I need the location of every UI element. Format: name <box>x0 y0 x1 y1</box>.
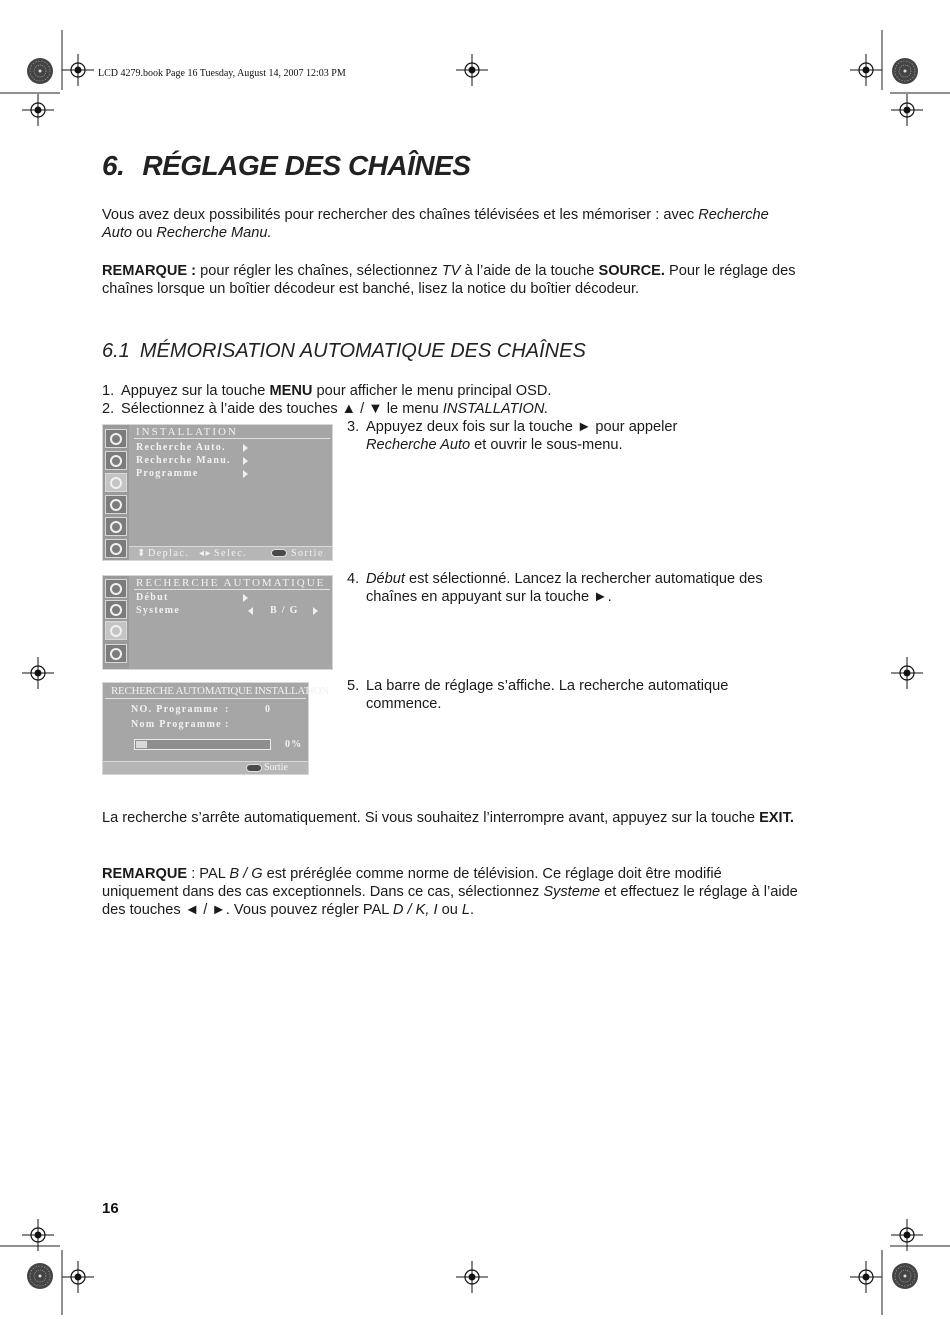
step-text: pour afficher le menu principal OSD. <box>312 383 552 399</box>
settings-icon <box>105 517 127 536</box>
osd-item-systeme: Systeme <box>136 605 181 616</box>
remark-em-l: L <box>461 902 470 918</box>
right-arrow-icon <box>243 457 248 465</box>
left-arrow-icon <box>248 607 253 615</box>
osd-item-debut: Début <box>136 592 169 603</box>
osd-nom-programme-label: Nom Programme <box>131 719 222 730</box>
osd-footer-move: Deplac. <box>148 548 190 559</box>
sound-icon <box>105 451 127 470</box>
intro-text: Vous avez deux possibilités pour rechercher des chaînes télévisées et les mémoriser : avec <box>102 207 699 223</box>
osd-installation-screen <box>102 424 333 561</box>
osd-progress-fill <box>136 741 147 748</box>
remark-text: et effectuez le réglage à l’aide des touches ◄ / ►. Vous pouvez régler PAL <box>102 884 798 918</box>
step-4 <box>347 570 763 606</box>
osd-item-systeme-value: B / G <box>270 605 299 616</box>
step-4-line-2: chaînes en appuyant sur la touche ►. <box>366 589 612 605</box>
page-title <box>102 150 470 182</box>
remark-bold-source: SOURCE. <box>598 263 665 279</box>
print-header-note: LCD 4279.book Page 16 Tuesday, August 14, 2007 12:03 PM <box>98 68 346 79</box>
step-2 <box>102 400 548 418</box>
right-arrow-icon <box>243 470 248 478</box>
title-number: 6. <box>102 150 125 181</box>
title-text: RÉGLAGE DES CHAÎNES <box>142 150 471 181</box>
remark-label: REMARQUE <box>102 866 188 882</box>
step-text: est sélectionné. Lancez la rechercher automatique des <box>404 571 763 587</box>
step-em-installation: INSTALLATION. <box>442 401 549 417</box>
osd-item-recherche-manu: Recherche Manu. <box>136 455 231 466</box>
osd-footer-exit: Sortie <box>291 548 324 559</box>
intro-em-manu: Recherche Manu. <box>156 225 272 241</box>
step-3 <box>347 418 677 454</box>
step-em-recherche-auto: Recherche Auto <box>366 437 471 453</box>
section-text: MÉMORISATION AUTOMATIQUE DES CHAÎNES <box>139 340 586 362</box>
remark-em-systeme: Systeme <box>543 884 601 900</box>
step-5-line-2: commence. <box>366 696 442 712</box>
leftright-arrow-icon: ◂▸ <box>199 548 213 559</box>
osd-no-programme-sep: : <box>225 704 230 715</box>
osd-icon-column <box>103 425 129 560</box>
step-number: 4. <box>347 571 360 587</box>
satellite-dish-icon <box>105 473 127 492</box>
clock-icon <box>105 495 127 514</box>
osd-progress-percent: 0% <box>285 739 303 750</box>
remark-text: Pour le réglage des chaînes lorsque un boîtier décodeur est banché, lisez la notice du boîtier décodeur. <box>102 263 796 297</box>
step-1 <box>102 382 551 400</box>
remark-text: ou <box>437 902 462 918</box>
picture-icon <box>105 579 127 598</box>
remark-paragraph-1 <box>102 262 802 298</box>
step-text: La barre de réglage s’affiche. La recherche automatique <box>366 678 729 694</box>
stop-paragraph <box>102 809 802 827</box>
section-number: 6.1 <box>102 340 130 362</box>
step-number: 1. <box>102 383 115 399</box>
step-em-debut: Début <box>366 571 405 587</box>
remark-text: à l’aide de la touche <box>460 263 599 279</box>
satellite-dish-icon <box>105 621 127 640</box>
remark-paragraph-2 <box>102 865 802 919</box>
step-text: Appuyez sur la touche <box>121 383 270 399</box>
osd-no-programme-label: NO. Programme <box>131 704 219 715</box>
osd-footer-exit: Sortie <box>264 762 288 773</box>
section-heading <box>102 340 586 363</box>
step-number: 5. <box>347 678 360 694</box>
osd-item-recherche-auto: Recherche Auto. <box>136 442 226 453</box>
osd-footer <box>129 546 332 560</box>
updown-arrow-icon: ⬍ <box>137 548 147 559</box>
intro-em-auto: Recherche Auto <box>102 207 769 241</box>
intro-paragraph <box>102 206 802 242</box>
step-bold-menu: MENU <box>269 383 313 399</box>
osd-search-progress-screen <box>102 682 329 775</box>
remark-text: : PAL <box>187 866 230 882</box>
page-number: 16 <box>102 1200 119 1217</box>
step-number: 3. <box>347 419 360 435</box>
pc-icon <box>105 539 127 558</box>
intro-text-or: ou <box>132 225 157 241</box>
osd-footer <box>103 761 308 774</box>
remark-text: est préréglée comme norme de télévision. Ce réglage doit être modifié uniquement dans des cas exceptionnels. Dans ce cas, sélectionnez <box>102 866 722 900</box>
stop-text: La recherche s’arrête automatiquement. Si vous souhaitez l’interrompre avant, appuyez sur la touche <box>102 810 760 826</box>
right-arrow-icon <box>313 607 318 615</box>
osd-nom-programme-sep: : <box>225 719 230 730</box>
remark-em-bg: B / G <box>229 866 263 882</box>
osd-item-programme: Programme <box>136 468 199 479</box>
osd-title: INSTALLATION <box>134 425 330 439</box>
osd-progress-bar <box>134 739 271 750</box>
step-5 <box>347 677 728 713</box>
osd-title: RECHERCHE AUTOMATIQUE INSTALLATION <box>105 683 306 699</box>
sound-icon <box>105 600 127 619</box>
osd-no-programme-value: 0 <box>265 704 272 715</box>
remark-text: . <box>470 902 475 918</box>
step-number: 2. <box>102 401 115 417</box>
right-arrow-icon <box>243 444 248 452</box>
step-text: Appuyez deux fois sur la touche ► pour appeler <box>366 419 678 435</box>
step-text: et ouvrir le sous-menu. <box>470 437 623 453</box>
osd-footer-select: Selec. <box>214 548 248 559</box>
remark-em-dk-i: D / K, I <box>392 902 438 918</box>
remark-text: pour régler les chaînes, sélectionnez <box>196 263 442 279</box>
remark-label: REMARQUE : <box>102 263 197 279</box>
osd-icon-column <box>103 576 129 669</box>
osd-recherche-automatique-screen <box>102 575 333 670</box>
remark-em-tv: TV <box>441 263 461 279</box>
step-3-line-2 <box>347 436 677 454</box>
menu-key-icon <box>246 764 262 772</box>
menu-key-icon <box>271 549 287 557</box>
right-arrow-icon <box>243 594 248 602</box>
picture-icon <box>105 429 127 448</box>
osd-title: RECHERCHE AUTOMATIQUE <box>134 576 330 590</box>
stop-bold-exit: EXIT. <box>759 810 794 826</box>
step-text: Sélectionnez à l’aide des touches ▲ / ▼ le menu <box>121 401 443 417</box>
clock-icon <box>105 644 127 663</box>
